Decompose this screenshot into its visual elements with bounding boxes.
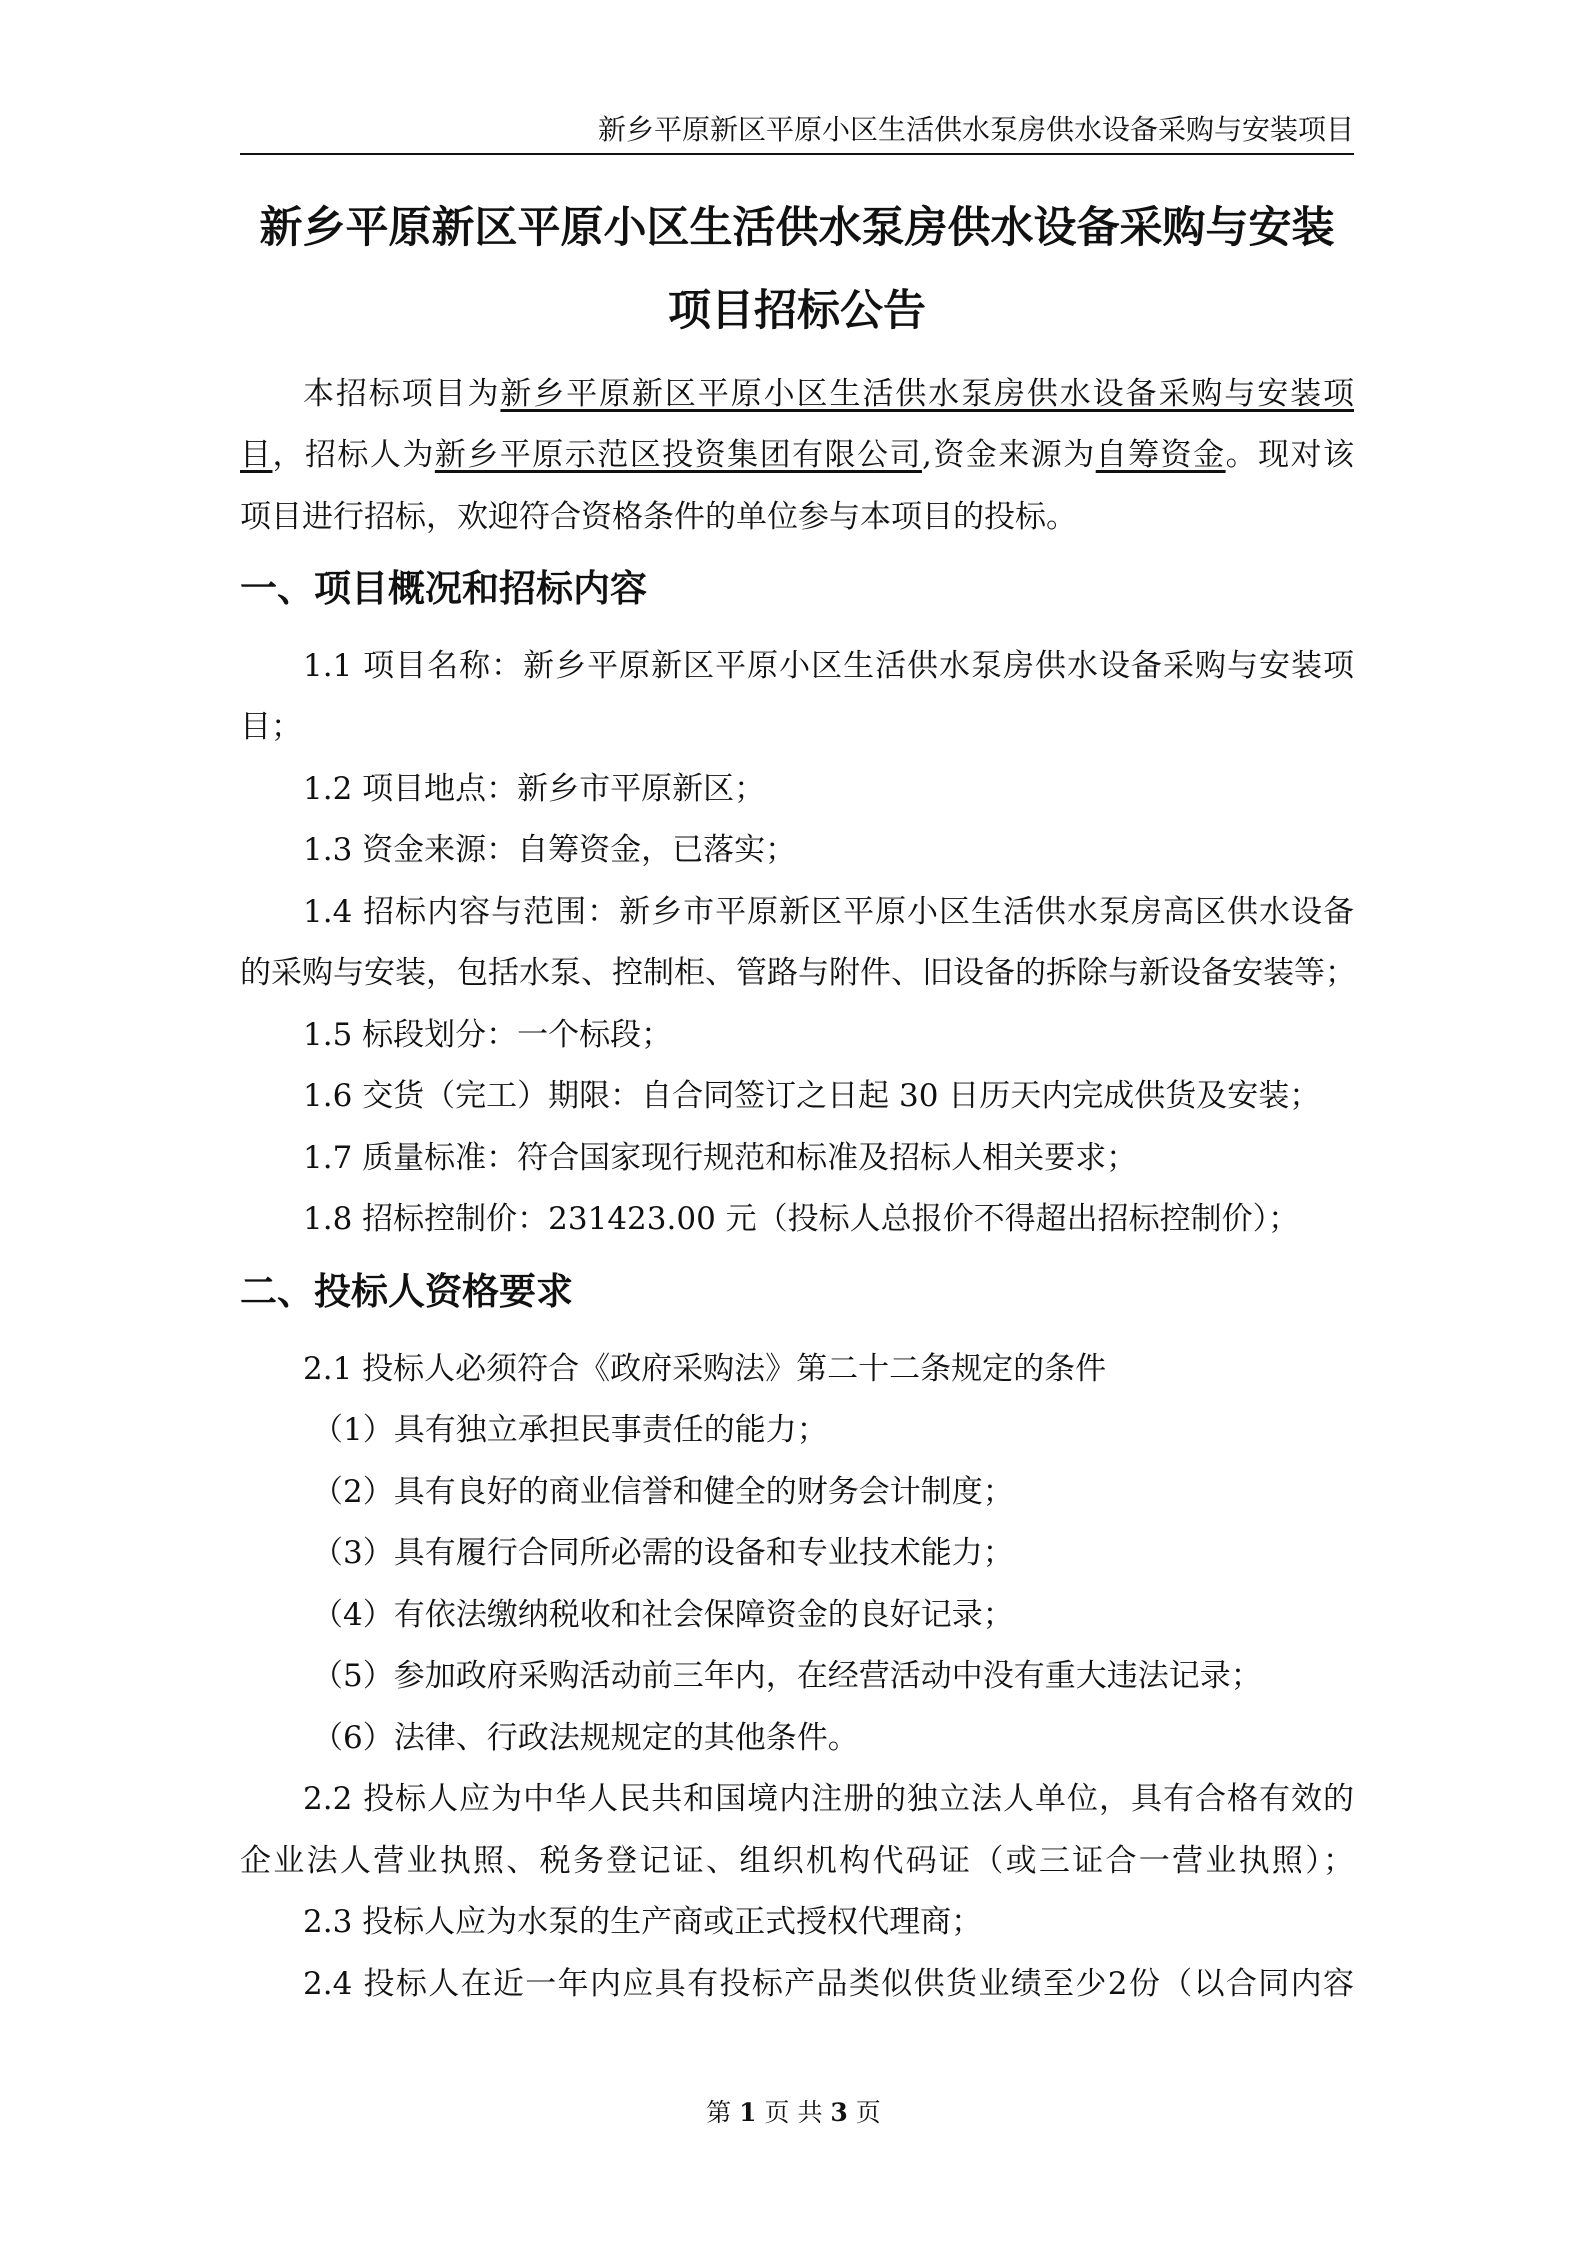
item-2-3: 2.3 投标人应为水泵的生产商或正式授权代理商； [303,1904,983,1940]
item-2-1-sub-2: （2）具有良好的商业信誉和健全的财务会计制度； [312,1474,1014,1510]
item-2-1: 2.1 投标人必须符合《政府采购法》第二十二条规定的条件 [303,1351,1107,1387]
item-2-1-sub-1: （1）具有独立承担民事责任的能力； [312,1412,828,1448]
section-1-heading: 一、项目概况和招标内容 [240,567,647,610]
item-2-1-sub-3: （3）具有履行合同所必需的设备和专业技术能力； [312,1535,1014,1571]
item-2-1-sub-6: （6）法律、行政法规规定的其他条件。 [312,1720,859,1756]
item-1-5: 1.5 标段划分：一个标段； [303,1017,673,1053]
item-1-1-line-1: 1.1 项目名称：新乡平原新区平原小区生活供水泵房供水设备采购与安装项 [303,648,1354,684]
item-2-4-line-1: 2.4 投标人在近一年内应具有投标产品类似供货业绩至少2份（以合同内容 [303,1966,1354,2002]
header-divider [240,153,1354,155]
item-2-1-sub-4: （4）有依法缴纳税收和社会保障资金的良好记录； [312,1597,1014,1633]
total-page-count: 3 [830,2098,848,2127]
item-2-2-line-1: 2.2 投标人应为中华人民共和国境内注册的独立法人单位，具有合格有效的 [303,1781,1354,1817]
intro-line-1: 本招标项目为新乡平原新区平原小区生活供水泵房供水设备采购与安装项 [303,376,1354,412]
fund-source: 自筹资金 [1095,437,1226,473]
item-2-1-sub-5: （5）参加政府采购活动前三年内，在经营活动中没有重大违法记录； [312,1658,1262,1694]
current-page-number: 1 [739,2098,757,2127]
section-2-heading: 二、投标人资格要求 [240,1270,573,1313]
item-1-8: 1.8 招标控制价：231423.00 元（投标人总报价不得超出招标控制价）； [303,1201,1300,1237]
item-1-7: 1.7 质量标准：符合国家现行规范和标准及招标人相关要求； [303,1140,1138,1176]
project-name-link-b: 目 [240,437,273,473]
item-1-6: 1.6 交货（完工）期限：自合同签订之日起 30 日历天内完成供货及安装； [303,1078,1321,1114]
item-2-2-line-2: 企业法人营业执照、税务登记证、组织机构代码证（或三证合一营业执照）； [240,1843,1354,1879]
intro-line-2: 目，招标人为新乡平原示范区投资集团有限公司,资金来源为自筹资金。现对该 [240,437,1355,473]
project-name-link-a: 新乡平原新区平原小区生活供水泵房供水设备采购与安装项 [500,376,1354,412]
tenderer-name: 新乡平原示范区投资集团有限公司 [434,437,922,473]
item-1-1-line-2: 目； [240,709,302,745]
item-1-4-line-2: 的采购与安装，包括水泵、控制柜、管路与附件、旧设备的拆除与新设备安装等； [240,955,1356,991]
intro-line-3: 项目进行招标，欢迎符合资格条件的单位参与本项目的投标。 [240,499,1077,535]
document-title-line-2: 项目招标公告 [668,286,926,336]
page-number-footer: 第 1 页 共 3 页 [706,2098,881,2127]
item-1-4-line-1: 1.4 招标内容与范围：新乡市平原新区平原小区生活供水泵房高区供水设备 [303,894,1354,930]
item-1-2: 1.2 项目地点：新乡市平原新区； [303,771,766,807]
item-1-3: 1.3 资金来源：自筹资金，已落实； [303,832,797,868]
document-title-line-1: 新乡平原新区平原小区生活供水泵房供水设备采购与安装 [259,203,1335,253]
running-header: 新乡平原新区平原小区生活供水泵房供水设备采购与安装项目 [597,113,1354,146]
